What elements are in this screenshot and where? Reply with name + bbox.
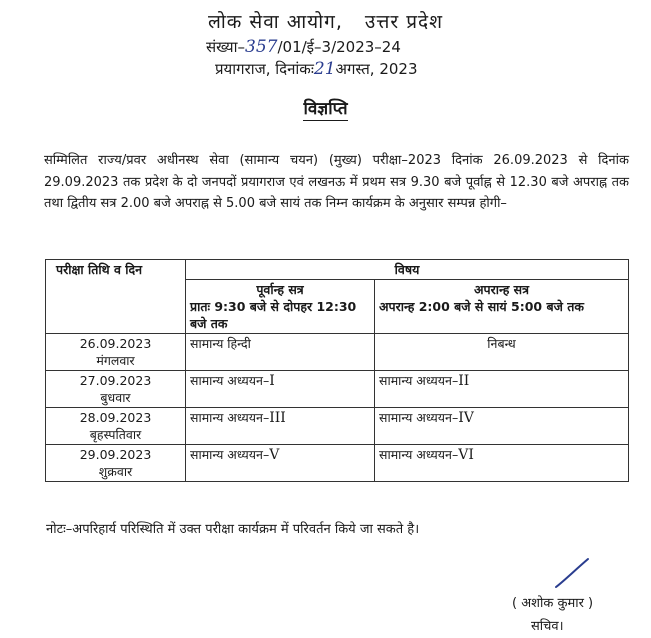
org-heading: [0, 8, 651, 34]
reference-number: [206, 37, 401, 57]
session-1-subject: सामान्य अध्ययन–I: [186, 371, 375, 408]
session-1-subject: सामान्य अध्ययन–V: [186, 445, 375, 482]
session-1-subject: सामान्य हिन्दी: [186, 334, 375, 371]
session-2-time: अपरान्ह 2:00 बजे से सायं 5:00 बजे तक: [379, 299, 584, 314]
table-row: [46, 371, 629, 408]
org-state: उत्तर प्रदेश: [364, 11, 444, 33]
note-text: नोटः–अपरिहार्य परिस्थिति में उक्त परीक्षा कार्यक्रम में परिवर्तन किये जा सकते है।: [46, 522, 420, 537]
table-header-row: [46, 260, 629, 280]
date-day-handwritten: 21: [313, 59, 336, 79]
signatory-designation: सचिव।: [531, 619, 564, 634]
signatory-name: ( अशोक कुमार ): [512, 596, 594, 611]
signature-mark: [552, 557, 592, 591]
ref-suffix: /01/ई–3/2023–24: [277, 38, 401, 56]
session-1-header: [186, 280, 375, 334]
exam-schedule-table: [45, 259, 629, 482]
session-2-title: अपरान्ह सत्र: [473, 282, 530, 297]
place-date-prefix: प्रयागराज, दिनांकः: [215, 60, 314, 78]
date-suffix: अगस्त, 2023: [335, 60, 418, 78]
table-row: [46, 334, 629, 371]
notice-paragraph: सम्मिलित राज्य/प्रवर अधीनस्थ सेवा (सामान्य चयन) (मुख्य) परीक्षा–2023 दिनांक 26.09.2023 से दिनांक 29.09.2023 तक प्रदेश के दो जनपदों प्रयागराज एवं लखनऊ में प्रथम सत्र 9.30 बजे पूर्वाह्न से 12.30 बजे अपराह्न तक तथा द्वितीय सत्र 2.00 बजे अपराह्न से 5.00 बजे सायं तक निम्न कार्यक्रम के अनुसार सम्पन्न होगी–: [44, 153, 629, 211]
session-1-subject: सामान्य अध्ययन–III: [186, 408, 375, 445]
date-cell: 27.09.2023 बुधवार: [46, 371, 186, 408]
org-name: लोक सेवा आयोग,: [207, 11, 343, 33]
header-date-day: परीक्षा तिथि व दिन: [46, 260, 186, 334]
session-1-time: प्रातः 9:30 बजे से दोपहर 12:30 बजे तक: [190, 299, 357, 331]
session-2-subject: सामान्य अध्ययन–VI: [375, 445, 629, 482]
place-date: [215, 59, 418, 79]
session-2-subject: निबन्ध: [375, 334, 629, 371]
date-cell: 26.09.2023 मंगलवार: [46, 334, 186, 371]
date-cell: 29.09.2023 शुक्रवार: [46, 445, 186, 482]
session-2-header: [375, 280, 629, 334]
session-2-subject: सामान्य अध्ययन–II: [375, 371, 629, 408]
session-2-subject: सामान्य अध्ययन–IV: [375, 408, 629, 445]
notice-title: विज्ञप्ति: [303, 99, 348, 119]
session-1-title: पूर्वान्ह सत्र: [256, 282, 304, 297]
date-cell: 28.09.2023 बृहस्पतिवार: [46, 408, 186, 445]
table-row: [46, 408, 629, 445]
table-row: [46, 445, 629, 482]
ref-prefix: संख्या–: [206, 38, 246, 56]
ref-number-handwritten: 357: [245, 37, 278, 57]
header-subject: विषय: [186, 260, 629, 280]
